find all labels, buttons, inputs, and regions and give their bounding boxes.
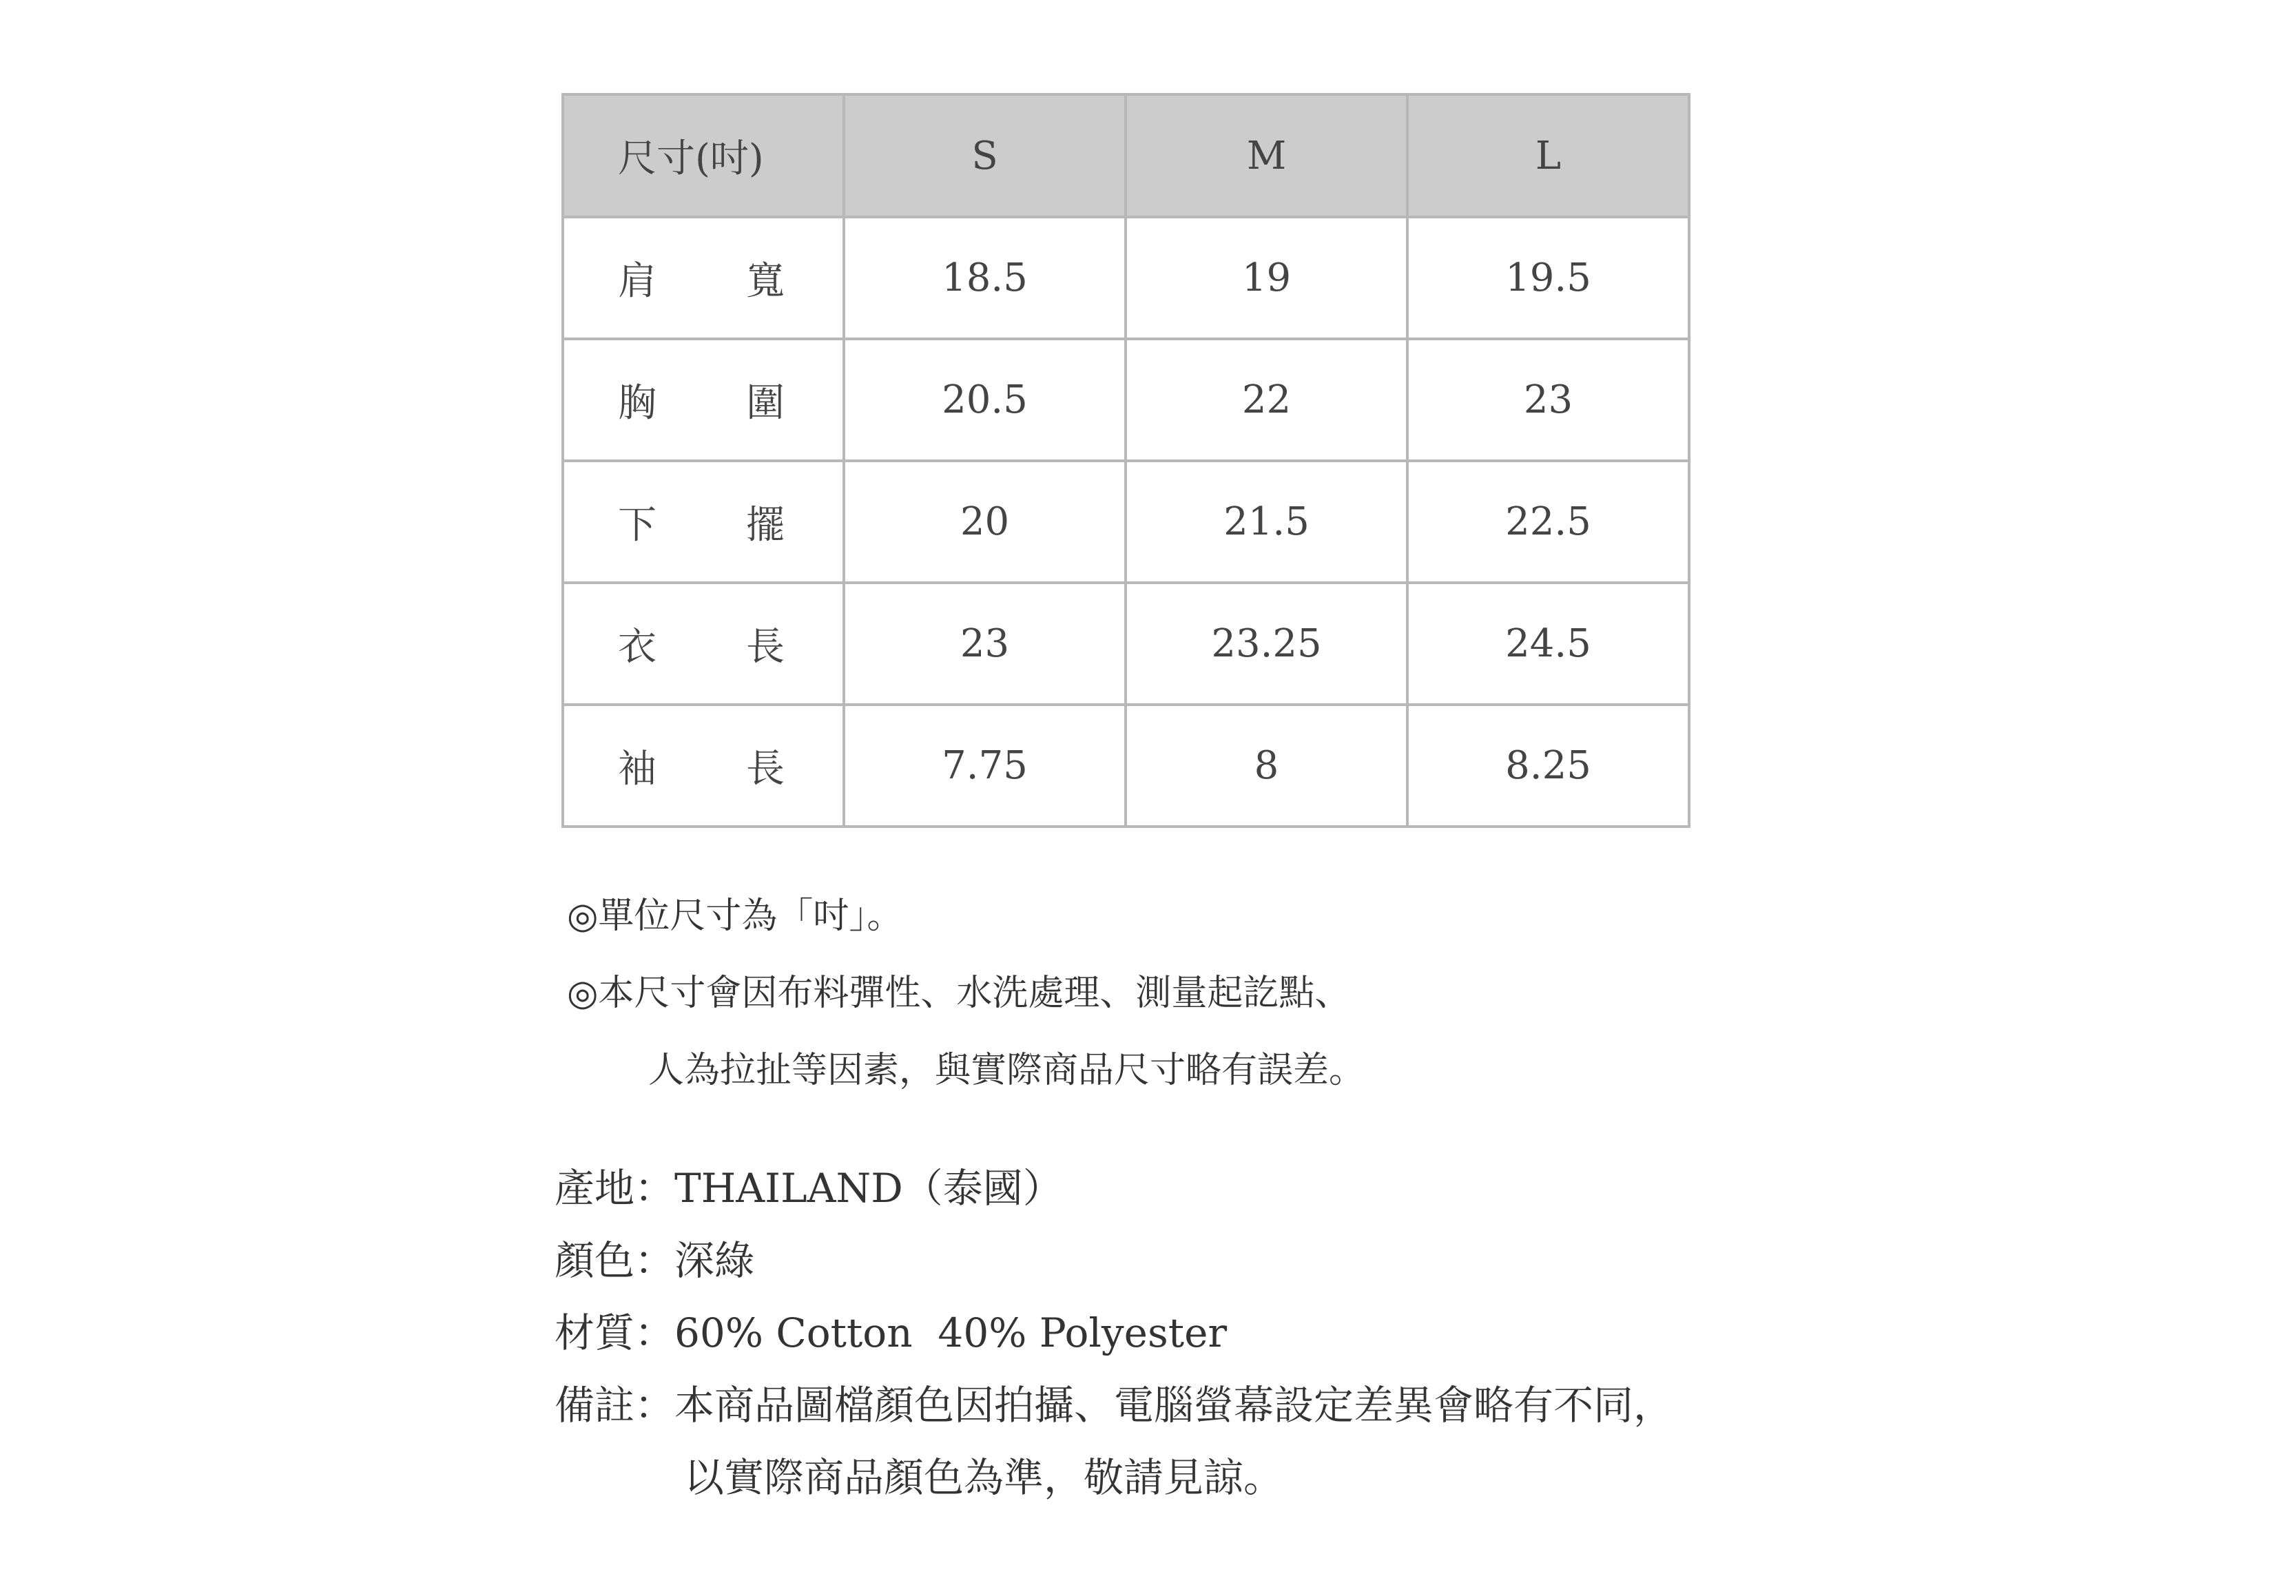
- row-label: [563, 583, 844, 705]
- size-chart-table: [561, 93, 1690, 828]
- row-label-b: 長: [746, 746, 785, 791]
- info-material: [555, 1305, 1673, 1378]
- cell-l: 22.5: [1407, 461, 1689, 583]
- row-label: [563, 705, 844, 827]
- row-label: [563, 461, 844, 583]
- cell-s: 23: [844, 583, 1126, 705]
- row-label-b: 長: [746, 624, 785, 670]
- info-remark-continued: 以實際商品顏色為準，敬請見諒。: [684, 1454, 1284, 1501]
- row-label-b: 擺: [746, 502, 785, 548]
- origin-value: THAILAND（泰國）: [674, 1165, 1063, 1212]
- row-label-b: 寬: [746, 258, 785, 304]
- cell-m: 22: [1126, 339, 1407, 461]
- note-tolerance-continued: 人為拉扯等因素，與實際商品尺寸略有誤差。: [648, 1050, 1365, 1091]
- row-label: [563, 217, 844, 339]
- header-size-unit: 尺寸(吋): [563, 94, 844, 217]
- row-label-b: 圍: [746, 380, 785, 426]
- cell-s: 20: [844, 461, 1126, 583]
- row-label-a: 下: [618, 502, 656, 548]
- header-size-l: L: [1407, 94, 1689, 217]
- cell-m: 21.5: [1126, 461, 1407, 583]
- material-label: 材質：: [555, 1309, 675, 1356]
- note-unit: ◎單位尺寸為「吋」。: [567, 895, 903, 937]
- material-value: 60% Cotton 40% Polyester: [674, 1309, 1228, 1356]
- info-origin: [555, 1161, 1673, 1233]
- cell-m: 23.25: [1126, 583, 1407, 705]
- row-label-a: 胸: [618, 380, 656, 426]
- cell-l: 19.5: [1407, 217, 1689, 339]
- cell-s: 18.5: [844, 217, 1126, 339]
- row-label-a: 肩: [618, 258, 656, 304]
- cell-s: 20.5: [844, 339, 1126, 461]
- color-value: 深綠: [674, 1237, 755, 1284]
- info-remark: [555, 1378, 1673, 1450]
- header-size-s: S: [844, 94, 1126, 217]
- row-label: [563, 339, 844, 461]
- table-row: [563, 217, 1689, 339]
- product-info: [555, 1161, 1673, 1522]
- table-row: [563, 583, 1689, 705]
- table-row: [563, 339, 1689, 461]
- info-color: [555, 1233, 1673, 1305]
- remark-label: 備註：: [555, 1382, 675, 1429]
- measurement-notes: [567, 889, 1365, 1120]
- table-row: [563, 705, 1689, 827]
- header-size-m: M: [1126, 94, 1407, 217]
- cell-l: 23: [1407, 339, 1689, 461]
- cell-m: 19: [1126, 217, 1407, 339]
- remark-value: 本商品圖檔顏色因拍攝、電腦螢幕設定差異會略有不同，: [674, 1382, 1674, 1429]
- cell-l: 24.5: [1407, 583, 1689, 705]
- cell-l: 8.25: [1407, 705, 1689, 827]
- note-tolerance: ◎本尺寸會因布料彈性、水洗處理、測量起訖點、: [567, 973, 1351, 1014]
- table-header-row: [563, 94, 1689, 217]
- color-label: 顏色：: [555, 1237, 675, 1284]
- origin-label: 產地：: [555, 1165, 675, 1212]
- row-label-a: 衣: [618, 624, 656, 670]
- table-row: [563, 461, 1689, 583]
- cell-m: 8: [1126, 705, 1407, 827]
- row-label-a: 袖: [618, 746, 656, 791]
- cell-s: 7.75: [844, 705, 1126, 827]
